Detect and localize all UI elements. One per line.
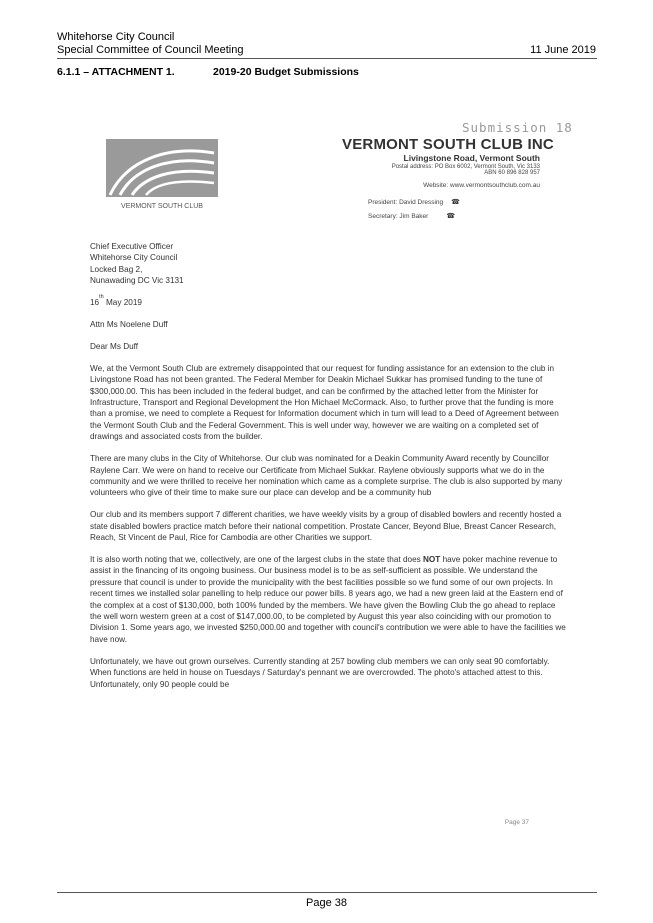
recipient-line: Nunawading DC Vic 3131 [90, 276, 184, 286]
logo-text: VERMONT SOUTH CLUB [121, 203, 203, 210]
attachment-label: 6.1.1 – ATTACHMENT 1. [57, 66, 175, 78]
attention-line: Attn Ms Noelene Duff [90, 320, 168, 330]
footer-rule [57, 892, 597, 893]
club-abn: ABN 60 896 828 957 [484, 170, 540, 176]
club-street-address: Livingstone Road, Vermont South [403, 153, 540, 163]
paragraph-4: It is also worth noting that we, collectively, are one of the largest clubs in the state that does NOT have poker machine revenue to assist in the financing of its ongoing business. Our business model is to be as self-sufficient as possible. We understand the pressure that council is under to provide the municipality with the best facilities possible so we fund some of our own projects. In recent times we installed solar panelling to help reduce our power bills. 8 years ago, we had a new green laid at the Eastern end of the complex at a cost of $130,000, both 100% funded by the members. We have given the Bowling Club the go ahead to replace the well worn western green at a cost of $147,000.00, to be completed by August this year also coinciding with our promotion to Division 1. Some years ago, we invested $250,000.00 and together with council's contribution we were able to have the facilities we have now. [90, 555, 566, 644]
club-name: VERMONT SOUTH CLUB INC [342, 136, 554, 153]
recipient-line: Whitehorse City Council [90, 253, 178, 263]
salutation: Dear Ms Duff [90, 341, 139, 351]
club-website: Website: www.vermontsouthclub.com.au [423, 182, 540, 189]
phone-icon: ☎ [446, 213, 456, 220]
submission-letter [58, 97, 596, 877]
inner-page-number: Page 37 [504, 819, 529, 826]
recipient-line: Locked Bag 2, [90, 264, 143, 274]
header-meeting: Special Committee of Council Meeting [57, 44, 244, 56]
paragraph-1: We, at the Vermont South Club are extremely disappointed that our request for funding assistance for an extension to the club in Livingstone Road has not been granted. The Federal Member for Deakin Michael Sukkar has promised funding to the tune of $300,000.00. This has been included in the federal budget, and can be confirmed by the attached letter from the Minister for Infrastructure, Transport and Regional Development the Hon Michael McCormack. Also, to further prove that the funding is more than a promise, we need to complete a Request for Information document which in turn will lead to a Deed of Agreement between the Vermont South Club and the Federal Government. This is well under way, however we are waiting on a completed set of drawings and associated costs from the builder. [90, 363, 559, 442]
club-logo [106, 139, 218, 211]
president-name: President: David Dressing [368, 199, 444, 206]
phone-icon: ☎ [451, 199, 460, 206]
club-postal-address: Postal address: PO Box 6002, Vermont South, Vic 3133 [391, 164, 540, 170]
secretary-name: Secretary: Jim Baker [368, 213, 429, 220]
footer-page-number: Page 38 [306, 897, 347, 909]
club-president [368, 198, 460, 206]
letter-body [90, 241, 568, 701]
paragraph-3: Our club and its members support 7 different charities, we have weekly visits by a group of disabled bowlers and recently hosted a state disabled bowlers practice match before their national competition. Prostate Cancer, Beyond Blue, Breast Cancer Research, Reach, St Vincent de Paul, Rice for Cambodia are other Charities we support. [90, 510, 562, 543]
recipient-line: Chief Executive Officer [90, 242, 174, 251]
header-org: Whitehorse City Council [57, 31, 175, 43]
header-rule [57, 58, 597, 59]
paragraph-2: There are many clubs in the City of Whitehorse. Our club was nominated for a Deakin Community Award recently by Councillor Raylene Carr. We were on hand to receive our Certificate from Michael Sukkar. Raylene obviously supports what we do in the community and we were thrilled to receive her nomination which came as a complete surprise. The club is also supported by many volunteers who give of their time to make sure our place can develop and be a community hub [90, 454, 563, 498]
attachment-title: 2019-20 Budget Submissions [213, 66, 359, 78]
recipient-address [90, 241, 568, 287]
header-date: 11 June 2019 [530, 44, 596, 56]
paragraph-5: Unfortunately, we have out grown ourselves. Currently standing at 257 bowling club members we can only seat 90 comfortably. When functions are held in house on Tuesdays / Saturday's pennant we are overcrowded. The photo's attached attest to this. Unfortunately, only 90 people could be [90, 656, 550, 689]
submission-stamp: Submission 18 [462, 120, 573, 135]
club-secretary [368, 212, 455, 220]
letter-date: 16th May 2019 [90, 294, 142, 308]
